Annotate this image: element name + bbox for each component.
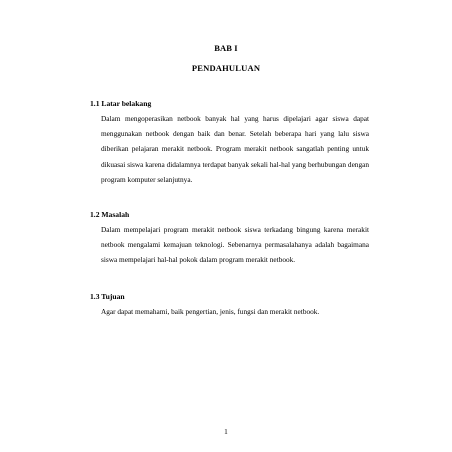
section-heading-tujuan: 1.3 Tujuan	[90, 292, 125, 301]
section-heading-masalah: 1.2 Masalah	[90, 210, 130, 219]
chapter-number: BAB I	[214, 43, 238, 53]
section-paragraph-tujuan: Agar dapat memahami, baik pengertian, jenis, fungsi dan merakit netbook.	[101, 307, 320, 316]
section-paragraph-latar-belakang: Dalam mengoperasikan netbook banyak hal yang harus dipelajari agar siswa dapat menggunakan netbook dengan baik dan benar. Setelah beberapa hari yang lalu siswa diberikan pelajaran merakit netbook. Program merakit netbook sangatlah penting untuk dikuasai siswa karena didalamnya terdapat banyak sekali hal-hal yang berhubungan dengan program komputer selanjutnya.	[101, 114, 369, 184]
chapter-title: PENDAHULUAN	[191, 63, 261, 73]
page-number: 1	[224, 427, 228, 436]
section-paragraph-masalah: Dalam mempelajari program merakit netbook siswa terkadang bingung karena merakit netbook mengalami kemajuan teknologi. Sebenarnya permasalahanya adalah bagaimana siswa mempelajari hal-hal pokok dalam program merakit netbook.	[101, 225, 369, 265]
section-heading-latar-belakang: 1.1 Latar belakang	[90, 99, 152, 108]
